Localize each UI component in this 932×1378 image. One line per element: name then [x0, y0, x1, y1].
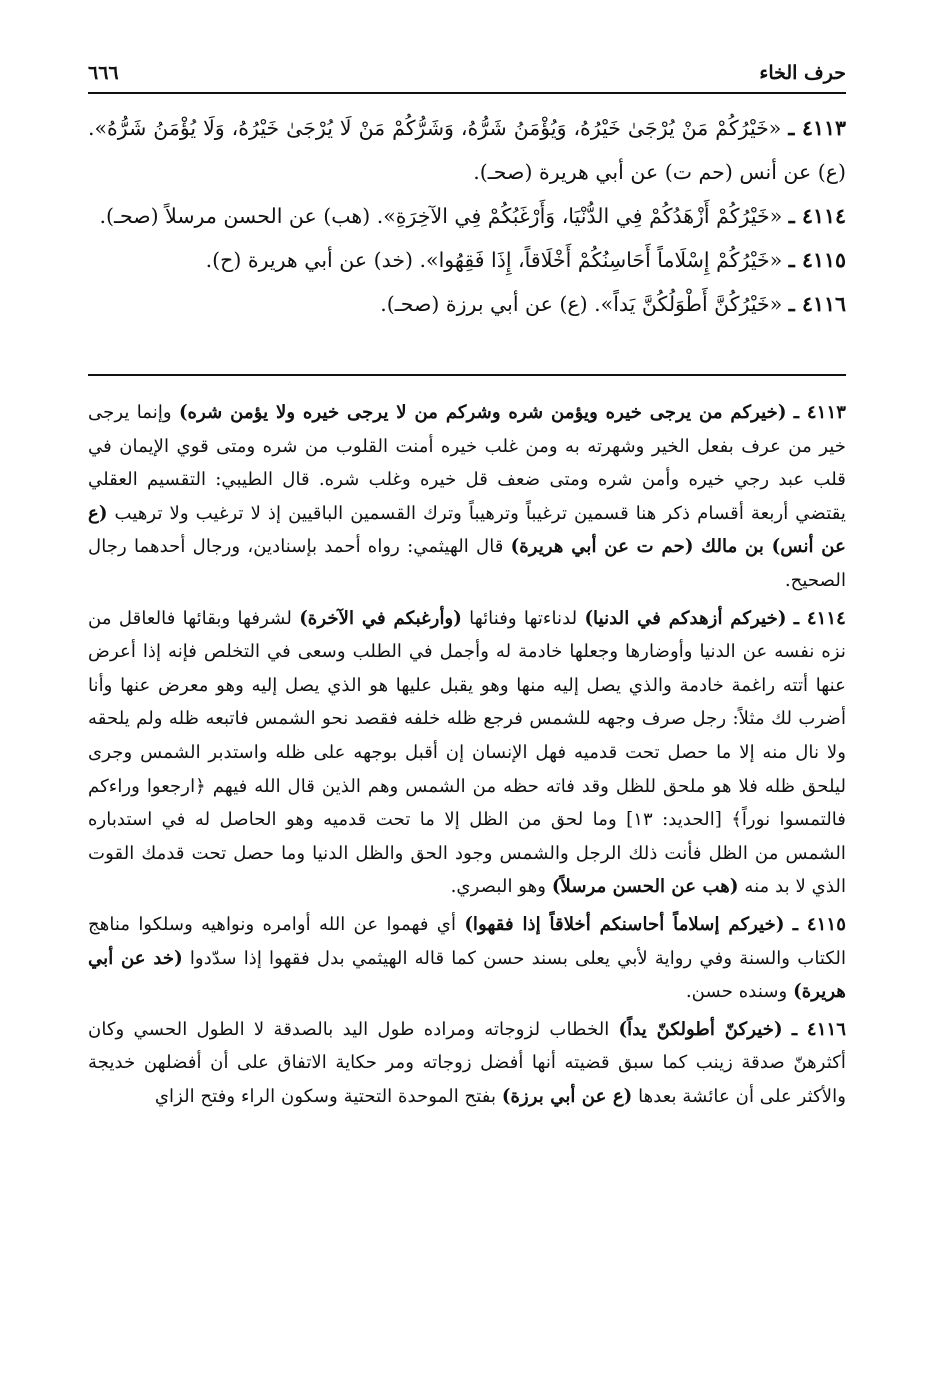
- commentary-text-2: لشرفها وبقائها فالعاقل من نزه نفسه عن الدنيا وأوضارها وجعلها خادمة له وأجمل في الطلب وسعى في التخلص فإنه إذا أعرض عنها أتته راغمة خادمة والذي يصل إليه منها وهو يقبل عليها هو الذي يصل إليه وهو معرض عنها وأنا أضرب لك مثلاً: رجل صرف وجهه للشمس فرجع ظله خلفه فقصد نحو الشمس فاتبعه ظله ولم يلحقه ولا نال منه إلا ما حصل تحت قدميه فهل الإنسان إن أقبل بوجهه على ظله واستدبر الشمس وجرى ليلحق ظله فلا هو ملحق للظل وقد فاته حظه من الشمس وهم الذين قال الله فيهم ﴿ارجعوا وراءكم فالتمسوا نوراً﴾ [الحديد: ١٣] وما لحق من الظل إلا ما تحت قدميه وهو الحاصل له في استدباره الشمس من الظل فأنت ذلك الرجل والشمس وجود الحق والظل الدنيا وما حصل تحت قدمك القوت الذي لا بد منه: [88, 607, 846, 898]
- commentary-number: ٤١١٥ ـ: [792, 913, 846, 935]
- commentary-ref: (ع عن أنس) بن مالك (حم ت عن أبي هريرة): [88, 502, 846, 558]
- commentary-number: ٤١١٤ ـ: [793, 607, 846, 629]
- hadith-item: [88, 106, 846, 194]
- footnote-separator: [88, 374, 846, 376]
- book-page: [88, 62, 846, 1117]
- commentary-item: [88, 602, 846, 904]
- commentary-item: [88, 1013, 846, 1114]
- commentary-text: الخطاب لزوجاته ومراده طول اليد بالصدقة لا الطول الحسي وكان أكثرهنّ صدقة زينب كما سبق قضيته أنها أفضل زوجاته ومر حكاية الاتفاق على أن أفضلهن خديجة والأكثر على أن عائشة بعدها: [88, 1018, 846, 1107]
- commentary-lead: (خيركم أزهدكم في الدنيا): [584, 607, 787, 629]
- commentary-tail: وهو البصري.: [450, 876, 547, 898]
- hadith-item: [88, 238, 846, 282]
- hadith-number: ٤١١٤ ـ: [788, 204, 846, 228]
- commentary-ref: (ع عن أبي برزة): [501, 1085, 633, 1107]
- hadith-text: «خَيْرُكُمْ أَزْهَدُكُمْ فِي الدُّنْيَا، وَأَرْغَبُكُمْ فِي الآخِرَةِ». (هب) عن الحسن مرسلاً (صحـ).: [99, 204, 783, 228]
- commentary-tail: وسنده حسن.: [685, 981, 788, 1003]
- hadith-number: ٤١١٥ ـ: [788, 248, 846, 272]
- commentary-text: أي فهموا عن الله أوامره ونواهيه وسلكوا مناهج الكتاب والسنة وفي رواية لأبي يعلى بسند حسن كما قاله الهيثمي بدل فقهوا إذا سدّدوا: [88, 913, 846, 969]
- hadith-text: «خَيْرُكُمْ مَنْ يُرْجَىٰ خَيْرُهُ، وَيُؤْمَنُ شَرُّهُ، وَشَرُّكُمْ مَنْ لَا يُرْجَىٰ خَيْرُهُ، وَلَا يُؤْمَنُ شَرُّهُ». (ع) عن أنس (حم ت) عن أبي هريرة (صحـ).: [88, 116, 846, 184]
- hadith-number: ٤١١٣ ـ: [788, 116, 846, 140]
- hadith-item: [88, 282, 846, 326]
- running-header: [88, 62, 846, 94]
- hadith-number: ٤١١٦ ـ: [788, 292, 846, 316]
- commentary-number: ٤١١٦ ـ: [791, 1018, 846, 1040]
- commentary-lead: (خيركم إسلاماً أحاسنكم أخلاقاً إذا فقهوا): [464, 913, 785, 935]
- commentary-tail: بفتح الموحدة التحتية وسكون الراء وفتح الزاي: [154, 1085, 497, 1107]
- hadith-list: [88, 106, 846, 326]
- hadith-item: [88, 194, 846, 238]
- commentary-number: ٤١١٣ ـ: [793, 402, 846, 423]
- chapter-title: حرف الخاء: [759, 62, 846, 84]
- commentary-text: لدناءتها وفنائها: [469, 607, 578, 629]
- hadith-text: «خَيْرُكُنَّ أَطْوَلُكُنَّ يَداً». (ع) عن أبي برزة (صحـ).: [380, 292, 783, 316]
- hadith-text: «خَيْرُكُمْ إِسْلَاماً أَحَاسِنُكُمْ أَخْلَاقاً، إِذَا فَقِهُوا». (خد) عن أبي هريرة (ح).: [205, 248, 783, 272]
- commentary-item: [88, 396, 846, 598]
- commentary-tail: قال الهيثمي: رواه أحمد بإسنادين، ورجال أحدهما رجال الصحيح.: [88, 536, 846, 591]
- commentary-lead: (خيركنّ أطولكنّ يداً): [618, 1018, 783, 1040]
- commentary-lead: (خيركم من يرجى خيره ويؤمن شره وشركم من لا يرجى خيره ولا يؤمن شره): [178, 402, 787, 423]
- commentary-text: وإنما يرجى خير من عرف بفعل الخير وشهرته به ومن غلب خيره أمنت القلوب من شره ومتى قوي الإيمان في قلب عبد رجي خيره وأمن شره ومتى ضعف قل خيره وغلب شره. قال الطيبي: التقسيم العقلي يقتضي أربعة أقسام ذكر هنا قسمين ترغيباً وترهيباً وترك القسمين الباقيين إذ لا ترغيب ولا ترهيب: [88, 402, 846, 524]
- commentary-section: [88, 396, 846, 1113]
- commentary-item: [88, 908, 846, 1009]
- page-number: ٦٦٦: [88, 62, 119, 84]
- commentary-ref: (هب عن الحسن مرسلاً): [551, 876, 739, 898]
- commentary-ref: (خد عن أبي هريرة): [88, 947, 846, 1003]
- commentary-lead-2: (وأرغبكم في الآخرة): [299, 607, 462, 629]
